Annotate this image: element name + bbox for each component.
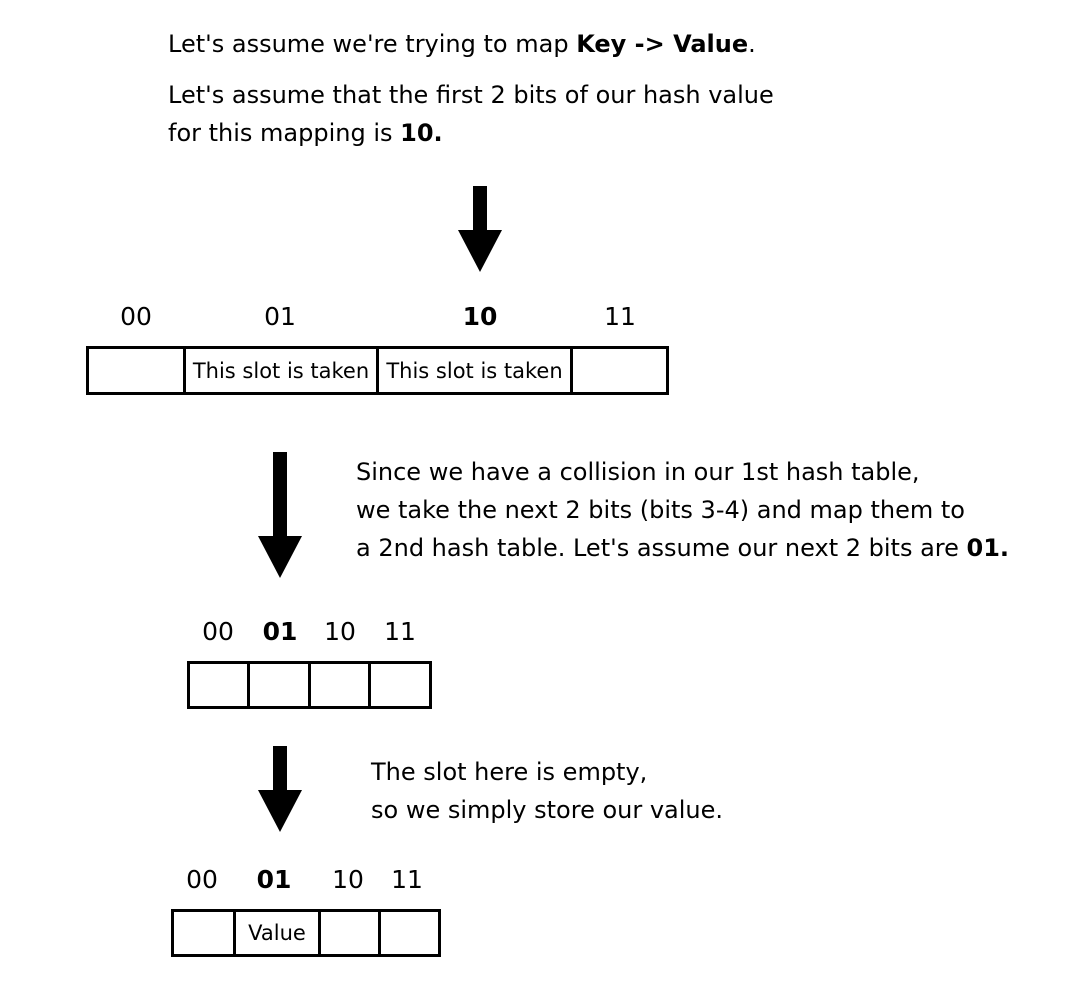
- empty-note-line-2: so we simply store our value.: [371, 796, 724, 824]
- intro-period: .: [748, 30, 756, 58]
- intro-line-3: [168, 114, 443, 152]
- empty-note-line-1: The slot here is empty,: [371, 758, 648, 786]
- table3-label-01: 01: [256, 865, 292, 894]
- collision-note-text: a 2nd hash table. Let's assume our next 2 bits are: [356, 534, 967, 562]
- table3-slot-00: [174, 912, 236, 954]
- down-arrow-icon: [458, 186, 502, 272]
- hash-table-3: [171, 909, 441, 957]
- table2-label-00: 00: [202, 617, 234, 646]
- table2-label-11: 11: [384, 617, 416, 646]
- table3-label-10: 10: [332, 865, 364, 894]
- table3-label-11: 11: [391, 865, 423, 894]
- table3-slot-10: [321, 912, 381, 954]
- table2-slot-10: [311, 664, 371, 706]
- intro-line-1: [168, 25, 756, 63]
- table3-slot-11: [381, 912, 438, 954]
- key-value-mapping: Key -> Value: [576, 30, 749, 58]
- table2-label-01: 01: [262, 617, 298, 646]
- table1-slot-11: [573, 349, 666, 392]
- table1-slot-10: This slot is taken: [379, 349, 573, 392]
- table3-label-00: 00: [186, 865, 218, 894]
- next-bits-value: 01.: [966, 534, 1010, 562]
- down-arrow-icon: [258, 746, 302, 832]
- table1-label-00: 00: [120, 302, 152, 331]
- table2-slot-00: [190, 664, 250, 706]
- hash-table-1: [86, 346, 669, 395]
- first-bits-value: 10.: [400, 119, 443, 147]
- table2-slot-01: [250, 664, 311, 706]
- intro-text: for this mapping is: [168, 119, 401, 147]
- collision-note-line-3: [356, 529, 1009, 567]
- table1-slot-00: [89, 349, 186, 392]
- collision-note-line-2: we take the next 2 bits (bits 3-4) and map them to: [356, 496, 965, 524]
- table3-slot-01: Value: [236, 912, 321, 954]
- table1-label-11: 11: [604, 302, 636, 331]
- table1-slot-01: This slot is taken: [186, 349, 379, 392]
- table2-label-10: 10: [324, 617, 356, 646]
- table1-label-01: 01: [264, 302, 296, 331]
- collision-note-line-1: Since we have a collision in our 1st hash table,: [356, 458, 920, 486]
- intro-text: Let's assume we're trying to map: [168, 30, 577, 58]
- table2-slot-11: [371, 664, 429, 706]
- down-arrow-icon: [258, 452, 302, 578]
- table1-label-10: 10: [462, 302, 498, 331]
- hash-table-2: [187, 661, 432, 709]
- intro-line-2: Let's assume that the first 2 bits of our hash value: [168, 81, 774, 109]
